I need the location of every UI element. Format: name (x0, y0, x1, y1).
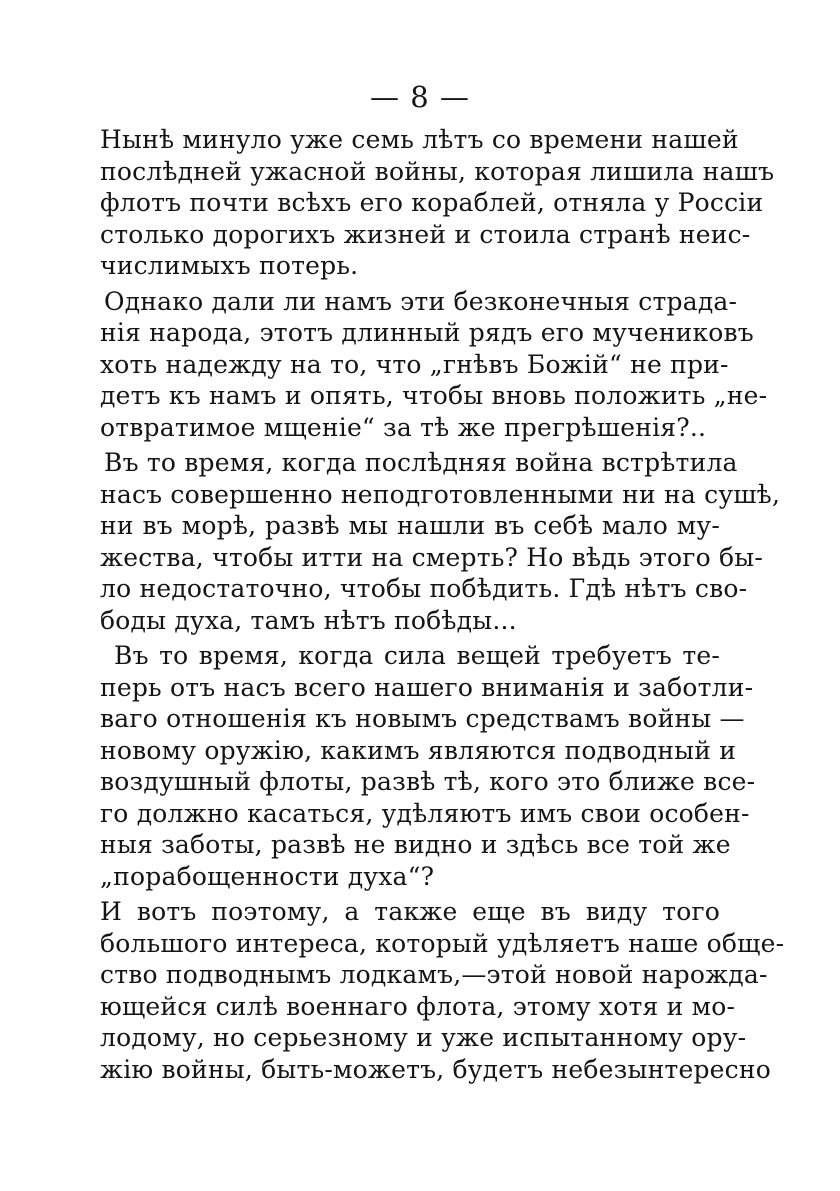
paragraph-5 (100, 896, 785, 1085)
paragraph-1 (100, 124, 775, 282)
text-line: ныя заботы, развѣ не видно и здѣсь все той же (100, 830, 731, 859)
text-line: лодому, но серьезному и уже испытанному ору- (100, 1023, 747, 1052)
text-line: ло недостаточно, чтобы побѣдить. Гдѣ нѣтъ сво- (100, 574, 748, 603)
text-line: перь отъ насъ всего нашего вниманія и заботли- (100, 672, 754, 702)
text-line: И вотъ поэтому, а также еще въ виду того (100, 897, 720, 926)
text-line: столько дорогихъ жизней и стоила странѣ неис- (100, 219, 751, 249)
text-line: ваго отношенія къ новымъ средствамъ войны — (100, 704, 745, 733)
text-line: ни въ морѣ, развѣ мы нашли въ себѣ мало му- (100, 511, 720, 540)
paragraph-2 (100, 286, 768, 444)
text-line: Въ то время, когда сила вещей требуетъ те- (114, 641, 720, 670)
text-line: хоть надежду на то, что „гнѣвъ Божій“ не при- (100, 349, 729, 379)
text-line: „порабощенности духа“? (100, 861, 435, 891)
paragraph-4 (100, 640, 756, 892)
text-line: жію войны, быть-можетъ, будетъ небезынтересно (100, 1054, 771, 1084)
text-line: го должно касаться, удѣляютъ имъ свои особен- (100, 798, 750, 828)
body-text (100, 124, 785, 1089)
text-line: большого интереса, который удѣляетъ наше обще- (100, 928, 785, 958)
paragraph-3 (100, 447, 781, 636)
text-line: жества, чтобы итти на смерть? Но вѣдь этого бы- (100, 542, 763, 572)
page-number: — 8 — (370, 80, 470, 114)
text-line: отвратимое мщеніе“ за тѣ же прегрѣшенія?.. (100, 412, 707, 442)
text-line: насъ совершенно неподготовленными ни на сушѣ, (100, 479, 781, 509)
text-line: воздушный флоты, развѣ тѣ, кого это ближе все- (100, 767, 756, 796)
text-line: новому оружію, какимъ являются подводный и (100, 735, 737, 765)
text-line: числимыхъ потерь. (100, 251, 359, 280)
text-line: флотъ почти всѣхъ его кораблей, отняла у Россіи (100, 188, 764, 217)
text-line: ство подводнымъ лодкамъ,—этой новой нарожда- (100, 960, 768, 989)
text-line: ющейся силѣ военнаго флота, этому хотя и мо- (100, 991, 736, 1021)
text-line: Однако дали ли намъ эти безконечныя страда- (104, 286, 738, 316)
text-line: Нынѣ минуло уже семь лѣтъ со времени нашей (100, 125, 739, 154)
text-line: детъ къ намъ и опять, чтобы вновь положить „не- (100, 381, 768, 410)
text-line: нія народа, этотъ длинный рядъ его мучениковъ (100, 318, 754, 347)
text-line: послѣдней ужасной войны, которая лишила нашъ (100, 156, 775, 186)
text-line: боды духа, тамъ нѣтъ побѣды... (100, 605, 517, 635)
text-line: Въ то время, когда послѣдняя война встрѣтила (104, 448, 738, 477)
